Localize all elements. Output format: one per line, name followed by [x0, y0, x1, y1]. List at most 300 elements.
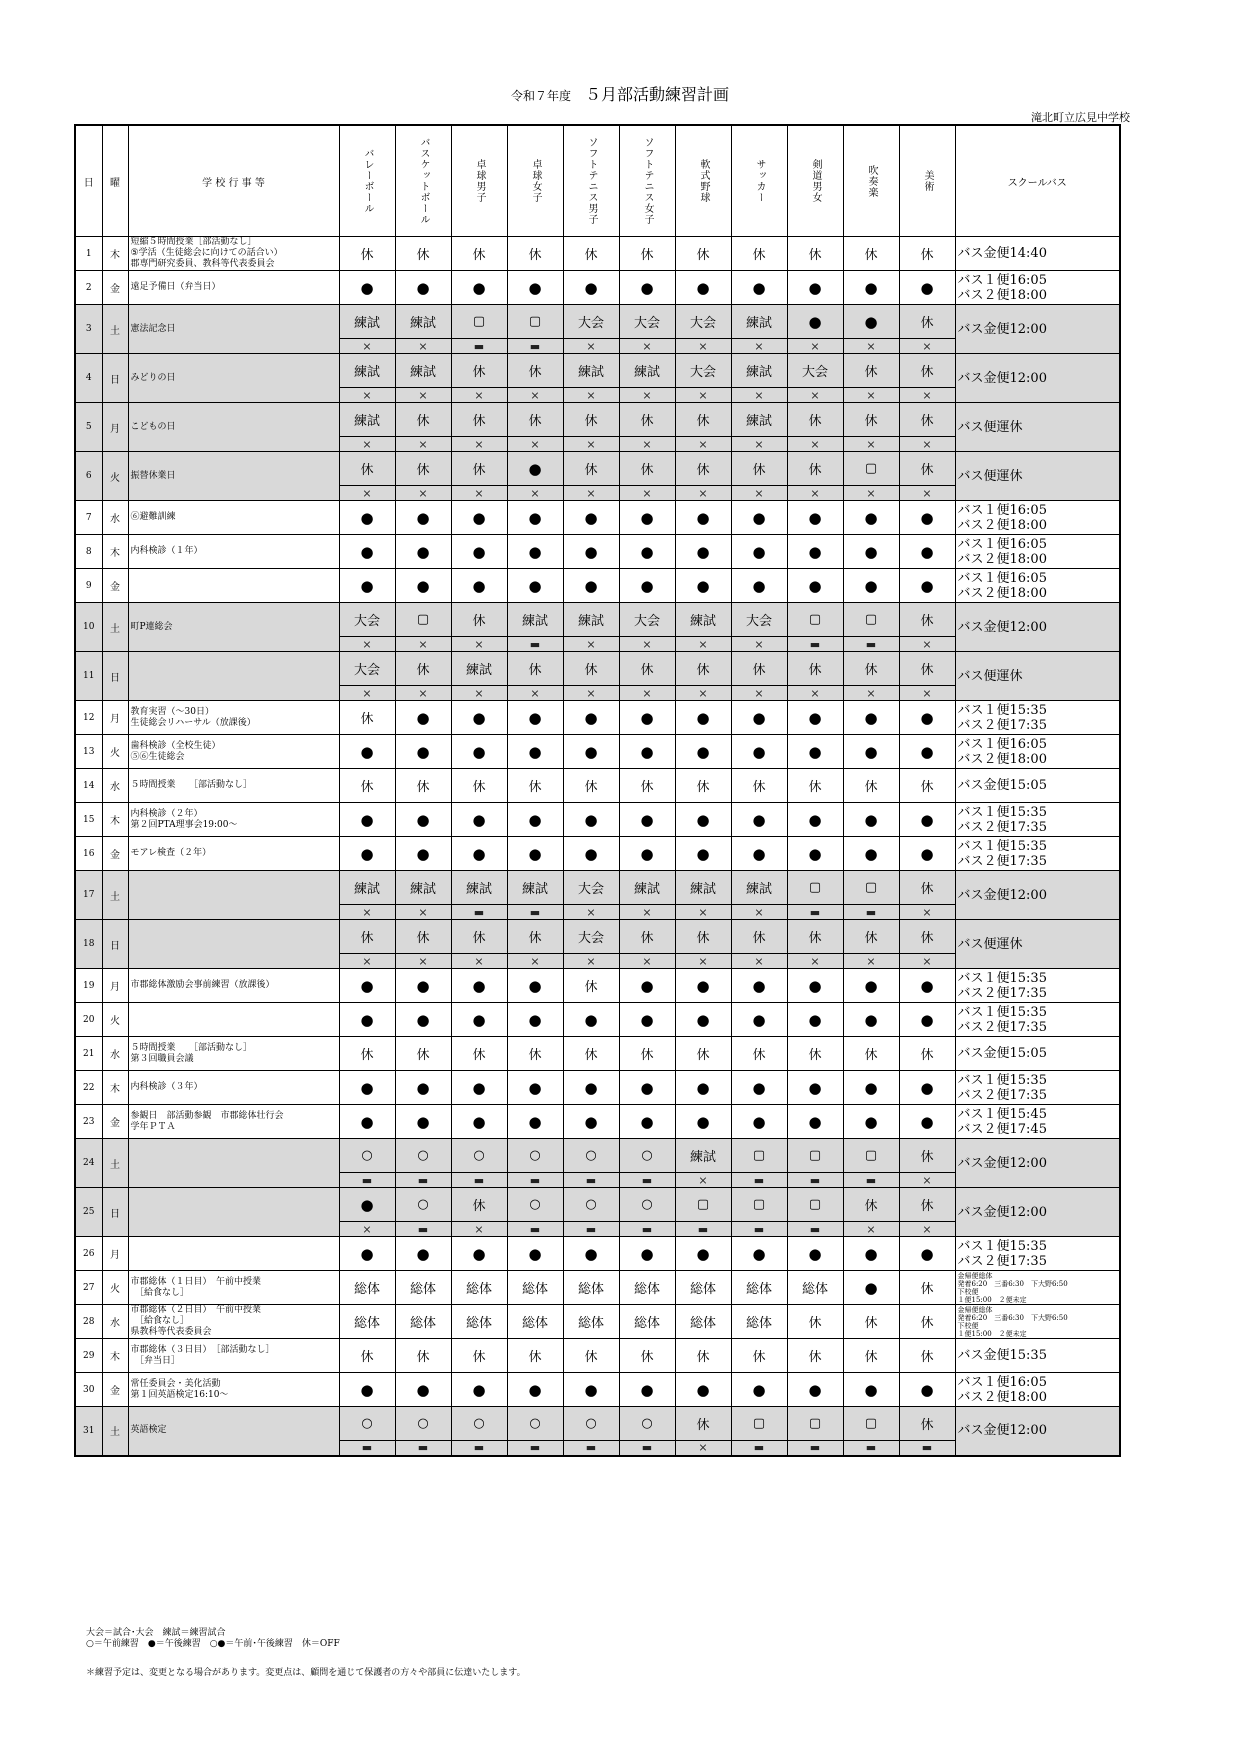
- bus-schedule: バス金便12:00: [955, 354, 1120, 403]
- club-plan-cell: 大会: [675, 305, 731, 339]
- weekday: 金: [102, 271, 128, 305]
- club-plan-cell: ●: [507, 501, 563, 535]
- club-plan-cell: ●: [675, 1105, 731, 1139]
- club-plan-cell: ●: [563, 803, 619, 837]
- bus-transport-cell: ▬: [619, 1173, 675, 1188]
- day-number: 8: [75, 535, 102, 569]
- club-plan-cell: 総体: [675, 1271, 731, 1305]
- bus-transport-cell: ×: [563, 486, 619, 501]
- weekday: 日: [102, 652, 128, 701]
- club-plan-cell: ●: [787, 535, 843, 569]
- club-plan-cell: ●: [563, 1071, 619, 1105]
- club-plan-cell: ●: [899, 1237, 955, 1271]
- bus-transport-cell: ×: [899, 1222, 955, 1237]
- club-plan-cell: ▢: [843, 871, 899, 905]
- school-event: 市郡総体（１日目） 午前中授業 ［給食なし］: [128, 1271, 339, 1305]
- bus-transport-cell: ×: [899, 486, 955, 501]
- club-plan-cell: 休: [451, 603, 507, 637]
- bus-schedule: バス１便15:35 バス２便17:35: [955, 1237, 1120, 1271]
- club-plan-cell: ●: [451, 701, 507, 735]
- day-number: 9: [75, 569, 102, 603]
- weekday: 金: [102, 1105, 128, 1139]
- bus-transport-cell: ▬: [507, 1173, 563, 1188]
- events-header: 学 校 行 事 等: [128, 125, 339, 237]
- club-header-label: バレーボール: [362, 148, 373, 214]
- bus-transport-cell: ×: [395, 388, 451, 403]
- club-plan-cell: ●: [675, 735, 731, 769]
- club-plan-cell: ●: [899, 969, 955, 1003]
- school-event: 町P連総会: [128, 603, 339, 652]
- club-plan-cell: ●: [899, 535, 955, 569]
- school-event: [128, 1188, 339, 1237]
- club-plan-cell: 休: [507, 403, 563, 437]
- weekday: 金: [102, 837, 128, 871]
- club-plan-cell: 休: [395, 452, 451, 486]
- school-event: 遠足予備日（弁当日）: [128, 271, 339, 305]
- club-plan-cell: 休: [339, 701, 395, 735]
- club-plan-cell: 休: [731, 769, 787, 803]
- bus-transport-cell: ▬: [563, 1222, 619, 1237]
- bus-transport-cell: ×: [563, 388, 619, 403]
- club-plan-cell: 休: [339, 1037, 395, 1071]
- school-event: ⑥避難訓練: [128, 501, 339, 535]
- club-plan-cell: ●: [395, 569, 451, 603]
- bus-transport-cell: ×: [731, 339, 787, 354]
- club-plan-cell: 練試: [563, 603, 619, 637]
- bus-transport-cell: ×: [619, 486, 675, 501]
- club-plan-cell: 休: [787, 452, 843, 486]
- club-plan-cell: 休: [395, 1339, 451, 1373]
- club-plan-cell: ○: [507, 1139, 563, 1173]
- club-plan-cell: 休: [339, 769, 395, 803]
- bus-schedule: バス１便16:05 バス２便18:00: [955, 271, 1120, 305]
- club-plan-cell: ▢: [787, 1188, 843, 1222]
- club-plan-cell: ●: [395, 1373, 451, 1407]
- club-plan-cell: 休: [675, 403, 731, 437]
- day-row: [75, 1407, 1120, 1441]
- club-plan-cell: 休: [899, 237, 955, 271]
- club-plan-cell: ▢: [675, 1188, 731, 1222]
- club-plan-cell: ●: [843, 535, 899, 569]
- club-plan-cell: 休: [563, 1339, 619, 1373]
- club-plan-cell: ●: [899, 1105, 955, 1139]
- club-plan-cell: 休: [675, 237, 731, 271]
- bus-transport-cell: ×: [451, 637, 507, 652]
- club-plan-cell: ●: [731, 535, 787, 569]
- day-number: 22: [75, 1071, 102, 1105]
- bus-transport-cell: ▬: [395, 1441, 451, 1456]
- club-plan-cell: ●: [843, 1237, 899, 1271]
- bus-schedule: 金帰便総体 発着6:20 三番6:30 下大野6:50 下校便 １便15:00 ２便未定: [955, 1305, 1120, 1339]
- club-plan-cell: 休: [731, 237, 787, 271]
- bus-schedule: バス１便16:05 バス２便18:00: [955, 501, 1120, 535]
- club-plan-cell: 休: [675, 452, 731, 486]
- club-plan-cell: 休: [899, 1407, 955, 1441]
- day-row: [75, 920, 1120, 954]
- club-header-label: バスケットボール: [418, 137, 429, 225]
- club-plan-cell: ●: [787, 501, 843, 535]
- club-plan-cell: 休: [843, 920, 899, 954]
- legend-line-1: 大会＝試合･大会 練試＝練習試合: [86, 1628, 226, 1638]
- bus-transport-cell: ▬: [787, 1222, 843, 1237]
- bus-transport-cell: ▬: [731, 1441, 787, 1456]
- club-plan-cell: 休: [787, 920, 843, 954]
- day-row: [75, 403, 1120, 437]
- school-event: [128, 1237, 339, 1271]
- club-plan-cell: 総体: [451, 1305, 507, 1339]
- bus-transport-cell: ×: [339, 388, 395, 403]
- bus-transport-cell: ×: [787, 388, 843, 403]
- bus-transport-cell: ×: [339, 437, 395, 452]
- bus-transport-cell: ▬: [843, 637, 899, 652]
- club-plan-cell: 休: [899, 1305, 955, 1339]
- bus-transport-cell: ▬: [843, 1173, 899, 1188]
- bus-transport-cell: ×: [395, 954, 451, 969]
- school-event: [128, 569, 339, 603]
- club-plan-cell: ●: [619, 271, 675, 305]
- club-plan-cell: 休: [507, 1339, 563, 1373]
- club-plan-cell: 総体: [731, 1305, 787, 1339]
- club-plan-cell: 休: [899, 452, 955, 486]
- school-event: 参観日 部活動参観 市郡総体壮行会 学年ＰＴＡ: [128, 1105, 339, 1139]
- club-plan-cell: 休: [899, 920, 955, 954]
- bus-schedule: バス金便12:00: [955, 871, 1120, 920]
- club-header: [339, 125, 395, 237]
- club-plan-cell: ●: [787, 1105, 843, 1139]
- club-header: [451, 125, 507, 237]
- weekday: 月: [102, 403, 128, 452]
- club-plan-cell: ●: [675, 271, 731, 305]
- club-plan-cell: ●: [675, 501, 731, 535]
- bus-transport-cell: ▬: [451, 905, 507, 920]
- club-plan-cell: ●: [843, 701, 899, 735]
- club-plan-cell: ●: [395, 1071, 451, 1105]
- club-plan-cell: 休: [563, 769, 619, 803]
- club-plan-cell: ●: [787, 969, 843, 1003]
- bus-transport-cell: ▬: [731, 1222, 787, 1237]
- club-plan-cell: ●: [843, 969, 899, 1003]
- club-plan-cell: ●: [899, 1071, 955, 1105]
- club-plan-cell: ●: [787, 1071, 843, 1105]
- club-plan-cell: 休: [843, 237, 899, 271]
- day-row: [75, 735, 1120, 769]
- bus-transport-cell: ×: [339, 954, 395, 969]
- club-plan-cell: 休: [787, 652, 843, 686]
- bus-schedule: バス便運休: [955, 452, 1120, 501]
- bus-transport-cell: ×: [395, 905, 451, 920]
- weekday: 日: [102, 354, 128, 403]
- club-plan-cell: 練試: [339, 403, 395, 437]
- club-plan-cell: ●: [451, 837, 507, 871]
- weekday: 火: [102, 452, 128, 501]
- bus-transport-cell: ×: [899, 954, 955, 969]
- club-plan-cell: 総体: [563, 1271, 619, 1305]
- club-plan-cell: ○: [395, 1139, 451, 1173]
- club-plan-cell: 練試: [395, 354, 451, 388]
- club-plan-cell: 休: [619, 1339, 675, 1373]
- club-plan-cell: ●: [451, 1237, 507, 1271]
- club-plan-cell: 休: [507, 354, 563, 388]
- weekday: 木: [102, 1071, 128, 1105]
- bus-transport-cell: ×: [899, 437, 955, 452]
- bus-transport-cell: ×: [563, 905, 619, 920]
- club-plan-cell: ●: [843, 1105, 899, 1139]
- bus-schedule: バス１便16:05 バス２便18:00: [955, 1373, 1120, 1407]
- club-plan-cell: 休: [451, 452, 507, 486]
- club-plan-cell: 練試: [563, 354, 619, 388]
- club-plan-cell: 休: [843, 354, 899, 388]
- bus-transport-cell: ▬: [843, 1441, 899, 1456]
- school-event: 振替休業日: [128, 452, 339, 501]
- day-number: 18: [75, 920, 102, 969]
- club-plan-cell: ○: [507, 1407, 563, 1441]
- day-row: [75, 837, 1120, 871]
- club-header: [619, 125, 675, 237]
- club-plan-cell: ●: [563, 837, 619, 871]
- club-plan-cell: 休: [339, 920, 395, 954]
- day-row: [75, 1237, 1120, 1271]
- club-plan-cell: ●: [787, 735, 843, 769]
- bus-schedule: バス便運休: [955, 403, 1120, 452]
- weekday: 木: [102, 535, 128, 569]
- club-plan-cell: ○: [451, 1407, 507, 1441]
- bus-transport-cell: ▬: [451, 1441, 507, 1456]
- club-plan-cell: 休: [563, 237, 619, 271]
- bus-transport-cell: ×: [787, 339, 843, 354]
- day-number: 6: [75, 452, 102, 501]
- club-plan-cell: 休: [619, 403, 675, 437]
- bus-transport-cell: ×: [563, 637, 619, 652]
- club-plan-cell: 総体: [619, 1305, 675, 1339]
- bus-transport-cell: ▬: [395, 1222, 451, 1237]
- club-plan-cell: 休: [843, 403, 899, 437]
- club-plan-cell: ●: [843, 837, 899, 871]
- club-plan-cell: ●: [339, 1373, 395, 1407]
- weekday: 土: [102, 1139, 128, 1188]
- club-plan-cell: ○: [563, 1139, 619, 1173]
- club-plan-cell: ●: [339, 271, 395, 305]
- club-plan-cell: ●: [731, 1237, 787, 1271]
- bus-transport-cell: ×: [731, 637, 787, 652]
- club-plan-cell: 休: [451, 920, 507, 954]
- club-plan-cell: ●: [395, 701, 451, 735]
- bus-transport-cell: ×: [339, 905, 395, 920]
- club-plan-cell: 休: [451, 1037, 507, 1071]
- club-plan-cell: ●: [731, 701, 787, 735]
- club-plan-cell: 休: [899, 1339, 955, 1373]
- school-name: 滝北町立広見中学校: [1031, 111, 1130, 124]
- club-plan-cell: 練試: [507, 603, 563, 637]
- day-header: 日: [75, 125, 102, 237]
- bus-schedule: バス便運休: [955, 920, 1120, 969]
- club-plan-cell: 休: [507, 237, 563, 271]
- club-plan-cell: ●: [339, 735, 395, 769]
- bus-schedule: バス１便15:35 バス２便17:35: [955, 803, 1120, 837]
- club-plan-cell: 練試: [339, 871, 395, 905]
- club-plan-cell: ●: [563, 569, 619, 603]
- bus-schedule: バス金便12:00: [955, 1188, 1120, 1237]
- bus-transport-cell: ×: [731, 388, 787, 403]
- club-plan-cell: 休: [675, 769, 731, 803]
- day-number: 21: [75, 1037, 102, 1071]
- club-plan-cell: ●: [899, 837, 955, 871]
- club-plan-cell: ●: [339, 1003, 395, 1037]
- day-number: 13: [75, 735, 102, 769]
- bus-transport-cell: ×: [675, 339, 731, 354]
- club-plan-cell: ●: [899, 1373, 955, 1407]
- club-plan-cell: ▢: [731, 1139, 787, 1173]
- club-plan-cell: ●: [507, 569, 563, 603]
- bus-transport-cell: ×: [395, 339, 451, 354]
- bus-header: スクールバス: [955, 125, 1120, 237]
- bus-transport-cell: ×: [675, 1441, 731, 1456]
- club-plan-cell: ●: [619, 735, 675, 769]
- club-plan-cell: 練試: [731, 354, 787, 388]
- school-event: 市郡総体（３日目） ［部活動なし］ ［弁当日］: [128, 1339, 339, 1373]
- legend-line-2: ○＝午前練習 ●＝午後練習 ○●＝午前･午後練習 休＝OFF: [86, 1639, 340, 1649]
- weekday: 木: [102, 237, 128, 271]
- bus-transport-cell: ×: [843, 686, 899, 701]
- club-plan-cell: 休: [563, 969, 619, 1003]
- school-event: ５時間授業 ［部活動なし］: [128, 769, 339, 803]
- club-plan-cell: 休: [395, 652, 451, 686]
- day-row: [75, 871, 1120, 905]
- bus-transport-cell: ×: [563, 954, 619, 969]
- school-event: 内科検診（１年）: [128, 535, 339, 569]
- bus-transport-cell: ×: [507, 954, 563, 969]
- club-plan-cell: ●: [619, 535, 675, 569]
- club-plan-cell: ●: [563, 1373, 619, 1407]
- club-header-label: 卓球女子: [530, 159, 541, 203]
- club-plan-cell: ●: [339, 1105, 395, 1139]
- school-event: [128, 920, 339, 969]
- day-number: 7: [75, 501, 102, 535]
- club-header: [787, 125, 843, 237]
- club-plan-cell: 総体: [339, 1305, 395, 1339]
- bus-transport-cell: ×: [395, 686, 451, 701]
- practice-schedule-table: [74, 124, 1121, 1457]
- club-plan-cell: ●: [843, 1373, 899, 1407]
- club-plan-cell: ●: [899, 701, 955, 735]
- club-plan-cell: ●: [339, 1071, 395, 1105]
- club-plan-cell: 休: [451, 1188, 507, 1222]
- day-number: 19: [75, 969, 102, 1003]
- club-plan-cell: ●: [619, 569, 675, 603]
- club-plan-cell: 休: [563, 452, 619, 486]
- club-plan-cell: 練試: [619, 871, 675, 905]
- bus-transport-cell: ×: [731, 905, 787, 920]
- club-plan-cell: ●: [787, 1237, 843, 1271]
- bus-transport-cell: ×: [787, 486, 843, 501]
- club-plan-cell: ●: [451, 271, 507, 305]
- day-number: 15: [75, 803, 102, 837]
- club-plan-cell: 休: [619, 237, 675, 271]
- club-plan-cell: 練試: [675, 603, 731, 637]
- bus-transport-cell: ×: [899, 686, 955, 701]
- school-event: 英語検定: [128, 1407, 339, 1456]
- club-plan-cell: 休: [787, 769, 843, 803]
- club-plan-cell: ●: [899, 735, 955, 769]
- plan-title: ５月部活動練習計画: [585, 85, 730, 104]
- club-plan-cell: ●: [843, 735, 899, 769]
- club-plan-cell: 総体: [563, 1305, 619, 1339]
- club-plan-cell: 休: [899, 1037, 955, 1071]
- bus-transport-cell: ×: [843, 339, 899, 354]
- club-plan-cell: 練試: [339, 305, 395, 339]
- day-row: [75, 603, 1120, 637]
- club-plan-cell: 練試: [731, 871, 787, 905]
- club-plan-cell: ●: [619, 1071, 675, 1105]
- club-plan-cell: 休: [731, 1037, 787, 1071]
- club-plan-cell: 休: [451, 354, 507, 388]
- club-plan-cell: ●: [563, 501, 619, 535]
- club-plan-cell: 総体: [451, 1271, 507, 1305]
- bus-transport-cell: ×: [675, 686, 731, 701]
- school-event: 歯科検診（全校生徒） ⑤⑥生徒総会: [128, 735, 339, 769]
- bus-transport-cell: ×: [507, 388, 563, 403]
- club-plan-cell: ●: [731, 969, 787, 1003]
- day-number: 30: [75, 1373, 102, 1407]
- club-plan-cell: ○: [563, 1407, 619, 1441]
- club-plan-cell: 大会: [731, 603, 787, 637]
- club-plan-cell: ●: [675, 1237, 731, 1271]
- club-plan-cell: ●: [731, 803, 787, 837]
- club-plan-cell: ●: [675, 1003, 731, 1037]
- bus-transport-cell: ×: [507, 686, 563, 701]
- header-row: [75, 125, 1120, 237]
- club-plan-cell: ●: [395, 1003, 451, 1037]
- bus-transport-cell: ×: [339, 1222, 395, 1237]
- legend: [86, 1628, 340, 1650]
- club-header: [899, 125, 955, 237]
- weekday: 水: [102, 1305, 128, 1339]
- club-plan-cell: ○: [395, 1407, 451, 1441]
- club-plan-cell: 休: [619, 1037, 675, 1071]
- bus-schedule: バス１便15:45 バス２便17:45: [955, 1105, 1120, 1139]
- club-plan-cell: ▢: [787, 1139, 843, 1173]
- club-plan-cell: ▢: [731, 1407, 787, 1441]
- club-plan-cell: ●: [563, 1105, 619, 1139]
- club-plan-cell: ●: [507, 271, 563, 305]
- bus-transport-cell: ×: [843, 486, 899, 501]
- bus-transport-cell: ▬: [787, 1173, 843, 1188]
- club-plan-cell: 休: [395, 403, 451, 437]
- bus-transport-cell: ×: [619, 637, 675, 652]
- bus-transport-cell: ▬: [339, 1441, 395, 1456]
- club-plan-cell: ●: [899, 569, 955, 603]
- day-number: 2: [75, 271, 102, 305]
- club-plan-cell: ●: [787, 701, 843, 735]
- club-plan-cell: ●: [731, 837, 787, 871]
- bus-transport-cell: ×: [563, 686, 619, 701]
- club-plan-cell: 練試: [675, 1139, 731, 1173]
- bus-transport-cell: ×: [787, 954, 843, 969]
- school-event: 憲法記念日: [128, 305, 339, 354]
- club-plan-cell: ●: [507, 969, 563, 1003]
- club-plan-cell: 練試: [731, 403, 787, 437]
- club-plan-cell: ●: [787, 271, 843, 305]
- club-plan-cell: 総体: [619, 1271, 675, 1305]
- day-row: [75, 769, 1120, 803]
- club-plan-cell: ●: [619, 837, 675, 871]
- bus-transport-cell: ×: [843, 954, 899, 969]
- club-plan-cell: ●: [507, 535, 563, 569]
- club-plan-cell: ○: [619, 1407, 675, 1441]
- day-row: [75, 1305, 1120, 1339]
- club-plan-cell: ○: [395, 1188, 451, 1222]
- day-row: [75, 701, 1120, 735]
- weekday: 日: [102, 920, 128, 969]
